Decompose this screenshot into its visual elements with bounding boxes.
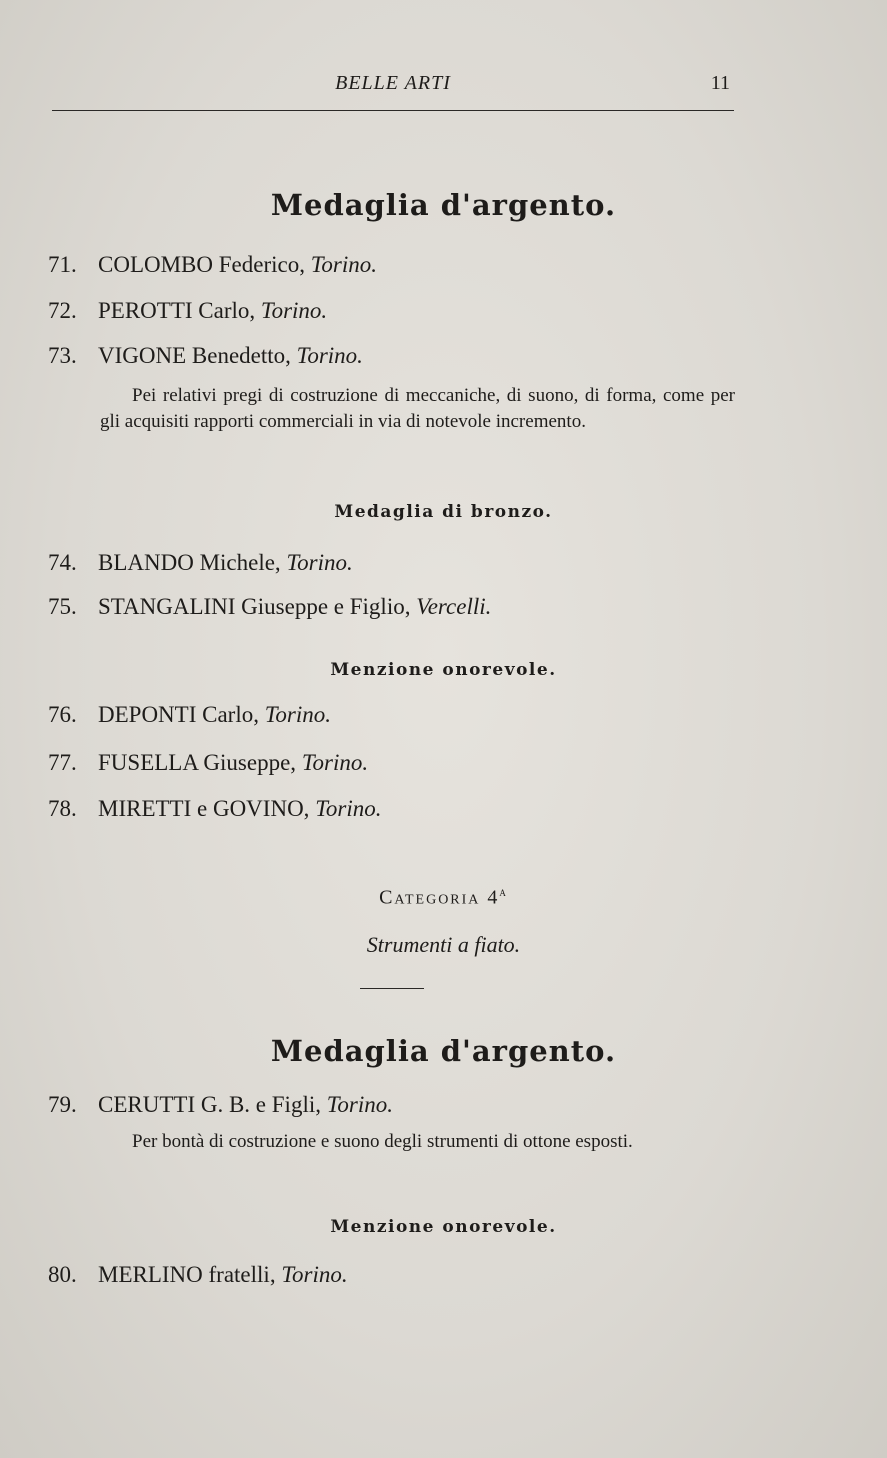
section-heading-silver-medal: Medaglia d'argento.: [270, 1034, 617, 1068]
category-label: Categoria 4: [379, 886, 500, 909]
entry-city: Torino.: [281, 1262, 348, 1287]
entry-number: 79.: [48, 1092, 77, 1117]
entry-name: FUSELLA Giuseppe,: [98, 750, 297, 775]
list-item: [48, 750, 368, 776]
list-item: [48, 343, 363, 369]
entry-city: Torino.: [315, 796, 382, 821]
entry-number: 73.: [48, 343, 77, 368]
list-item: [48, 796, 381, 822]
entry-city: Torino.: [260, 298, 328, 323]
entry-city: Torino.: [310, 252, 378, 277]
list-item: [48, 550, 353, 576]
section-heading-bronze-medal: Medaglia di bronzo.: [334, 502, 553, 522]
category-title: [0, 884, 887, 910]
page-header: [52, 72, 734, 102]
entry-name: BLANDO Michele,: [98, 550, 281, 575]
category-subtitle: Strumenti a fiato.: [366, 932, 521, 957]
entry-number: 75.: [48, 594, 77, 619]
award-note: Pei relativi pregi di costruzione di meccaniche, di suono, di forma, come per gli acquisiti rapporti commerciali in via di notevole incremento.: [100, 385, 735, 432]
entry-number: 72.: [48, 298, 77, 323]
entry-city: Torino.: [286, 550, 353, 575]
entry-number: 71.: [48, 252, 77, 277]
running-title: BELLE ARTI: [335, 72, 451, 94]
section-heading-silver-medal: Medaglia d'argento.: [270, 188, 617, 222]
entry-name: VIGONE Benedetto,: [98, 343, 291, 368]
list-item: [48, 1092, 393, 1118]
section-heading-honorable-mention: Menzione onorevole.: [330, 660, 557, 680]
entry-name: MERLINO fratelli,: [98, 1262, 276, 1287]
section-divider: [360, 988, 424, 989]
entry-city: Vercelli.: [416, 594, 492, 619]
list-item: [48, 702, 331, 728]
list-item: [48, 594, 491, 620]
list-item: [48, 252, 377, 278]
entry-name: COLOMBO Federico,: [98, 252, 305, 277]
award-note: Per bontà di costruzione e suono degli strumenti di ottone esposti.: [132, 1131, 633, 1152]
entry-number: 76.: [48, 702, 77, 727]
entry-city: Torino.: [301, 750, 369, 775]
entry-city: Torino.: [296, 343, 363, 368]
entry-name: CERUTTI G. B. e Figli,: [98, 1092, 321, 1117]
page-number: 11: [710, 72, 730, 94]
list-item: [48, 1262, 348, 1288]
entry-city: Torino.: [264, 702, 332, 727]
section-heading-honorable-mention: Menzione onorevole.: [330, 1217, 557, 1237]
list-item: [48, 298, 327, 324]
entry-number: 77.: [48, 750, 77, 775]
entry-city: Torino.: [326, 1092, 394, 1117]
entry-name: DEPONTI Carlo,: [98, 702, 259, 727]
entry-number: 74.: [48, 550, 77, 575]
entry-name: STANGALINI Giuseppe e Figlio,: [98, 594, 411, 619]
entry-number: 78.: [48, 796, 77, 821]
entry-number: 80.: [48, 1262, 77, 1287]
category-superscript: a: [499, 884, 508, 899]
entry-name: MIRETTI e GOVINO,: [98, 796, 310, 821]
entry-name: PEROTTI Carlo,: [98, 298, 256, 323]
header-rule: [52, 110, 734, 111]
